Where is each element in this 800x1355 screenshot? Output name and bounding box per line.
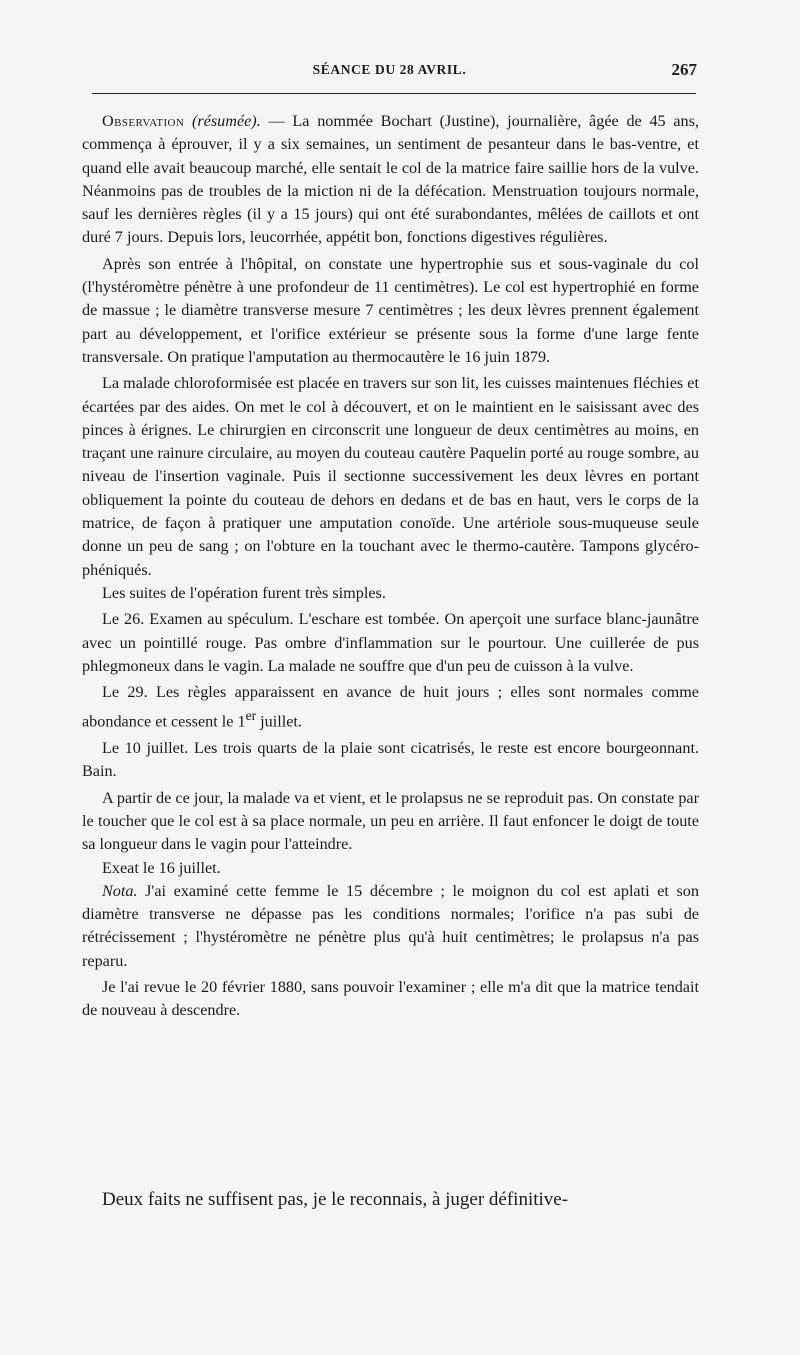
nota-text: J'ai examiné cette femme le 15 décembre ; le moignon du col est aplati et son diamètre transverse ne dépasse pas les conditions normales; l'orifice n'a pas subi de rétrécissement ; l'hystéromètre ne pénètre plus qu'à huit centimètres; le prolapsus n'a pas reparu. [82, 881, 699, 970]
paragraph-revue: Je l'ai revue le 20 février 1880, sans pouvoir l'examiner ; elle m'a dit que la matrice tendait de nouveau à descendre. [82, 978, 699, 1020]
paragraph-a-partir: A partir de ce jour, la malade va et vient, et le prolapsus ne se reproduit pas. On constate par le toucher que le col est à sa place normale, un peu en arrière. Il faut enfoncer le doigt de toute sa longueur dans le vagin pour l'atteindre. [82, 788, 699, 854]
le-29-tail: juillet. [256, 712, 302, 731]
paragraph-suites: Les suites de l'opération furent très simples. [102, 583, 386, 602]
le-29-superscript: er [245, 708, 257, 724]
paragraph-observation [82, 110, 699, 250]
paragraph-hypertrophy: Après son entrée à l'hôpital, on constate une hypertrophie sus et sous-vaginale du col (l'hystéromètre pénètre à une profondeur de 11 centimètres). Le col est hypertrophié en forme de massue ; le diamètre transverse mesure 7 centimètres ; les deux lèvres prennent également part au développement, et l'orifice extérieur se présente sous la forme d'une large fente transversale. On pratique l'amputation au thermocautère le 16 juin 1879. [82, 254, 699, 366]
le-29-text: Le 29. Les règles apparaissent en avance de huit jours ; elles sont normales comme abondance et cessent le 1 [82, 683, 699, 731]
running-title: SÉANCE DU 28 AVRIL. [312, 62, 467, 77]
paragraph-nota [82, 880, 699, 973]
observation-text: — La nommée Bochart (Justine), journalière, âgée de 45 ans, commença à éprouver, il y a six semaines, un sentiment de pesanteur dans le bas-ventre, et quand elle avait beaucoup marché, elle sentait le col de la matrice faire saillie hors de la vulve. Néanmoins pas de troubles de la miction ni de la défécation. Menstruation toujours normale, sauf les dernières règles (il y a 15 jours) qui ont été surabondantes, mêlées de caillots et ont duré 7 jours. Depuis lors, leucorrhée, appétit bon, fonctions digestives régulières. [82, 112, 699, 247]
closing-line: Deux faits ne suffisent pas, je le reconnais, à juger définitive- [102, 1189, 569, 1210]
nota-label: Nota. [102, 881, 138, 900]
page-header [82, 62, 697, 84]
main-text [82, 110, 699, 1023]
paragraph-exeat: Exeat le 16 juillet. [102, 858, 221, 877]
paragraph-operation: La malade chloroformisée est placée en travers sur son lit, les cuisses maintenues fléchies et écartées par des aides. On met le col à découvert, et on le maintient en le saisissant avec des pinces à érignes. Le chirurgien en circonscrit une longueur de deux centimètres au moins, en traçant une rainure circulaire, au moyen du couteau cautère Paquelin porté au rouge sombre, au niveau de l'insertion vaginale. Puis il sectionne successivement les deux lèvres en portant obliquement la pointe du couteau de dehors en dedans et de bas en haut, vers le corps de la matrice, de façon à pratiquer une amputation conoïde. Une artériole sous-muqueuse seule donne un peu de sang ; on l'obture en la touchant avec le thermo-cautère. Tampons glycéro-phéniqués. [82, 374, 699, 579]
header-rule [92, 93, 696, 94]
resumee-label: (résumée). [191, 112, 261, 130]
paragraph-le-29 [82, 681, 699, 734]
paragraph-10-juillet: Le 10 juillet. Les trois quarts de la plaie sont cicatrisés, le reste est encore bourgeonnant. Bain. [82, 739, 699, 781]
page-number: 267 [671, 60, 697, 79]
observation-label: Observation [102, 112, 185, 130]
paragraph-le-26: Le 26. Examen au spéculum. L'eschare est tombée. On aperçoit une surface blanc-jaunâtre avec un pointillé rouge. Pas ombre d'inflammation sur le pourtour. Une cuillerée de pus phlegmoneux dans le vagin. La malade ne souffre que d'un peu de cuisson à la vulve. [82, 610, 699, 675]
